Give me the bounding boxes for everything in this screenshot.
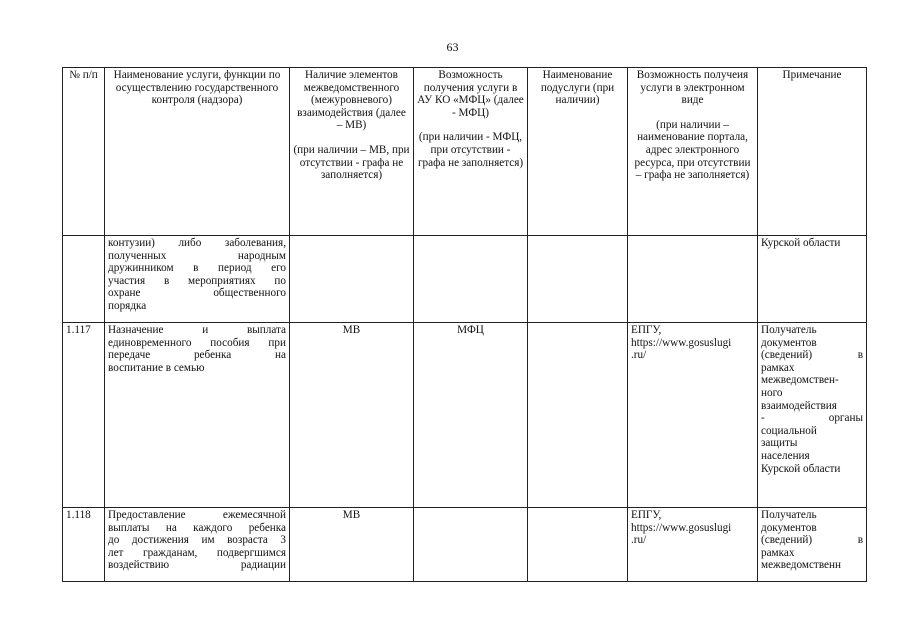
header-mv [290,68,414,236]
cell-mv: МВ [290,508,414,582]
name-line: контузии) либо заболевания, [108,237,286,249]
name-line: полученных народным [108,249,286,262]
header-mfc-note: (при наличии - МФЦ, при отсутствии - графа не заполняется) [417,131,524,169]
services-table [62,67,867,582]
header-mv-note: (при наличии – МВ, при отсутствии - графа не заполняется) [293,143,410,182]
cell-remark: Курской области [758,236,867,323]
cell-electronic [628,236,758,323]
electronic-line: https://www.gosuslugi [631,336,732,349]
name-line: выплаты на каждого ребенка [108,521,286,534]
header-mfc-main: Возможность получения услуги в АУ КО «МФЦ» (далее - МФЦ) [417,69,524,119]
header-mfc [414,68,528,236]
remark-line: ного [761,386,783,399]
cell-remark [758,323,867,508]
remark-line: взаимодействия [761,399,837,412]
name-line: дружинником в период его [108,262,286,275]
header-name: Наименование услуги, функции по осуществлению государственного контроля (надзора) [105,68,290,236]
remark-line: межведомственн [761,559,841,572]
header-subservice: Наименование подуслуги (при наличии) [528,68,628,236]
header-electronic-main: Возможность получеия услуги в электронном виде [636,69,749,107]
remark-line: защиты [761,437,798,450]
electronic-line: https://www.gosuslugi [631,521,732,534]
header-electronic-note: (при наличии – наименование портала, адрес электронного ресурса, при отсутствии – графа не заполняется) [634,118,751,182]
remark-line: (сведений) в [761,349,863,362]
table-row-continuation [63,236,867,323]
name-line: лет гражданам, подвергшимся [108,546,286,559]
cell-subservice [528,236,628,323]
cell-mv: МВ [290,323,414,508]
header-electronic [628,68,758,236]
cell-mfc: МФЦ [414,323,528,508]
page-number: 63 [446,40,459,54]
remark-line: (сведений) в [761,534,863,547]
cell-mfc [414,236,528,323]
cell-name [105,508,290,582]
name-line: порядка [108,299,147,312]
name-line: передаче ребенка на [108,349,286,362]
remark-line: рамках [761,546,795,559]
electronic-line: .ru/ [631,349,647,362]
table-row [63,323,867,508]
header-num: № п/п [63,68,105,236]
name-line: до достижения им возраста 3 [108,534,286,547]
cell-num [63,236,105,323]
cell-num: 1.118 [63,508,105,582]
cell-name [105,323,290,508]
remark-line: Получатель [761,324,817,336]
remark-line: социальной [761,424,817,437]
cell-num: 1.117 [63,323,105,508]
remark-line: - органы [761,412,863,425]
name-line: воспитание в семью [108,361,205,374]
cell-mfc [414,508,528,582]
name-line: Назначение и выплата [108,324,286,336]
table-header-row [63,68,867,236]
remark-line: населения [761,449,810,462]
cell-subservice [528,508,628,582]
name-line: воздействию радиации [108,559,286,572]
remark-line: межведомствен- [761,374,839,387]
table-row [63,508,867,582]
remark-line: рамках [761,361,795,374]
name-line: охране общественного [108,287,286,300]
remark-line: Получатель [761,509,817,521]
name-line: Предоставление ежемесячной [108,509,286,521]
remark-line: документов [761,336,817,349]
remark-line: документов [761,521,817,534]
name-line: участия в мероприятиях по [108,274,286,287]
electronic-line: ЕПГУ, [631,509,662,521]
cell-subservice [528,323,628,508]
name-line: единовременного пособия при [108,336,286,349]
cell-remark [758,508,867,582]
cell-electronic [628,323,758,508]
electronic-line: ЕПГУ, [631,324,662,336]
cell-mv [290,236,414,323]
cell-name [105,236,290,323]
header-remark: Примечание [758,68,867,236]
header-mv-main: Наличие элементов межведомственного (межуровневого) взаимодействия (далее – МВ) [297,69,406,132]
electronic-line: .ru/ [631,534,647,547]
remark-line: Курской области [761,462,841,475]
cell-electronic [628,508,758,582]
